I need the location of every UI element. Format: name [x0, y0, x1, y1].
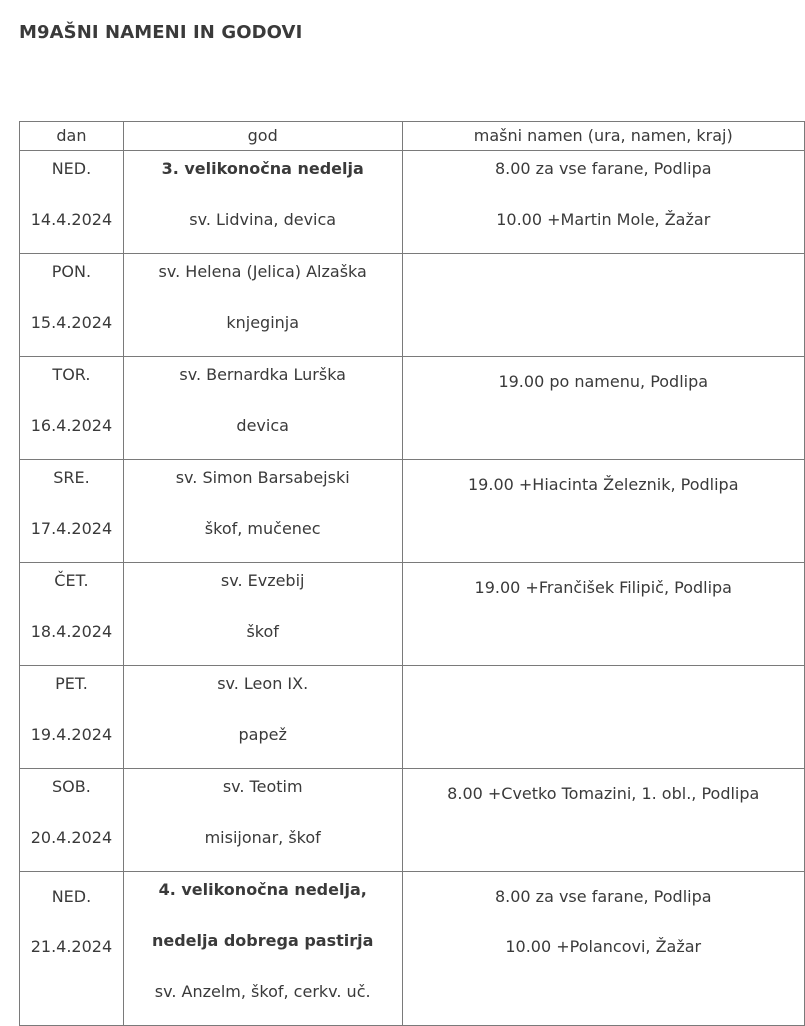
namen-cell: [402, 563, 804, 666]
day-name: ČET.: [54, 571, 89, 590]
day-date: 19.4.2024: [30, 725, 113, 744]
table-row: [20, 769, 805, 872]
god-cell: [123, 666, 402, 769]
god-line: sv. Bernardka Lurška: [179, 365, 346, 384]
namen-line: 19.00 +Frančišek Filipič, Podlipa: [474, 578, 732, 597]
table-row: [20, 357, 805, 460]
god-cell: [123, 254, 402, 357]
namen-cell: [402, 151, 804, 254]
day-name: SRE.: [53, 468, 90, 487]
day-name: SOB.: [52, 777, 91, 796]
god-line: misijonar, škof: [204, 828, 321, 847]
table-row: [20, 254, 805, 357]
day-name: NED.: [51, 159, 92, 178]
god-cell: [123, 769, 402, 872]
day-date: 20.4.2024: [30, 828, 113, 847]
namen-cell: [402, 769, 804, 872]
god-cell: [123, 151, 402, 254]
header-god: god: [123, 122, 402, 151]
day-name: PON.: [51, 262, 92, 281]
namen-line: 8.00 za vse farane, Podlipa: [494, 159, 712, 178]
namen-cell: [402, 460, 804, 563]
header-dan: dan: [20, 122, 124, 151]
god-line: škof: [246, 622, 279, 641]
namen-cell: [402, 357, 804, 460]
namen-line: 10.00 +Polancovi, Žažar: [505, 937, 702, 956]
day-cell: [20, 254, 124, 357]
god-cell: [123, 357, 402, 460]
god-line: 4. velikonočna nedelja,: [158, 880, 367, 899]
day-cell: [20, 872, 124, 1026]
namen-cell: [402, 254, 804, 357]
table-row: [20, 460, 805, 563]
god-line: sv. Lidvina, devica: [189, 210, 337, 229]
schedule-table: [19, 121, 805, 1026]
table-header-row: [20, 122, 805, 151]
namen-line: 10.00 +Martin Mole, Žažar: [496, 210, 711, 229]
day-date: 21.4.2024: [30, 937, 113, 956]
namen-line: 19.00 po namenu, Podlipa: [498, 372, 709, 391]
day-cell: [20, 460, 124, 563]
header-namen: mašni namen (ura, namen, kraj): [402, 122, 804, 151]
god-line: 3. velikonočna nedelja: [161, 159, 364, 178]
namen-cell: [402, 666, 804, 769]
god-cell: [123, 563, 402, 666]
day-date: 16.4.2024: [30, 416, 113, 435]
page-title: M9AŠNI NAMENI IN GODOVI: [19, 22, 303, 43]
day-date: 15.4.2024: [30, 313, 113, 332]
day-name: TOR.: [52, 365, 91, 384]
day-cell: [20, 151, 124, 254]
namen-cell: [402, 872, 804, 1026]
day-date: 14.4.2024: [30, 210, 113, 229]
god-line: papež: [238, 725, 287, 744]
day-cell: [20, 769, 124, 872]
table-row: [20, 151, 805, 254]
day-cell: [20, 563, 124, 666]
god-line: sv. Leon IX.: [217, 674, 309, 693]
god-cell: [123, 872, 402, 1026]
god-line: škof, mučenec: [204, 519, 321, 538]
day-date: 17.4.2024: [30, 519, 113, 538]
table-row: [20, 872, 805, 1026]
god-line: sv. Anzelm, škof, cerkv. uč.: [154, 982, 371, 1001]
god-line: knjeginja: [226, 313, 300, 332]
god-line: nedelja dobrega pastirja: [151, 931, 374, 950]
day-cell: [20, 666, 124, 769]
day-cell: [20, 357, 124, 460]
god-cell: [123, 460, 402, 563]
god-line: sv. Evzebij: [220, 571, 305, 590]
god-line: sv. Simon Barsabejski: [175, 468, 350, 487]
god-line: devica: [236, 416, 289, 435]
god-line: sv. Helena (Jelica) Alzaška: [158, 262, 367, 281]
day-name: PET.: [55, 674, 88, 693]
god-line: sv. Teotim: [222, 777, 303, 796]
day-name: NED.: [51, 887, 92, 906]
namen-line: 8.00 +Cvetko Tomazini, 1. obl., Podlipa: [447, 784, 760, 803]
namen-line: 8.00 za vse farane, Podlipa: [494, 887, 712, 906]
table-row: [20, 666, 805, 769]
table-row: [20, 563, 805, 666]
day-date: 18.4.2024: [30, 622, 113, 641]
namen-line: 19.00 +Hiacinta Železnik, Podlipa: [468, 475, 739, 494]
